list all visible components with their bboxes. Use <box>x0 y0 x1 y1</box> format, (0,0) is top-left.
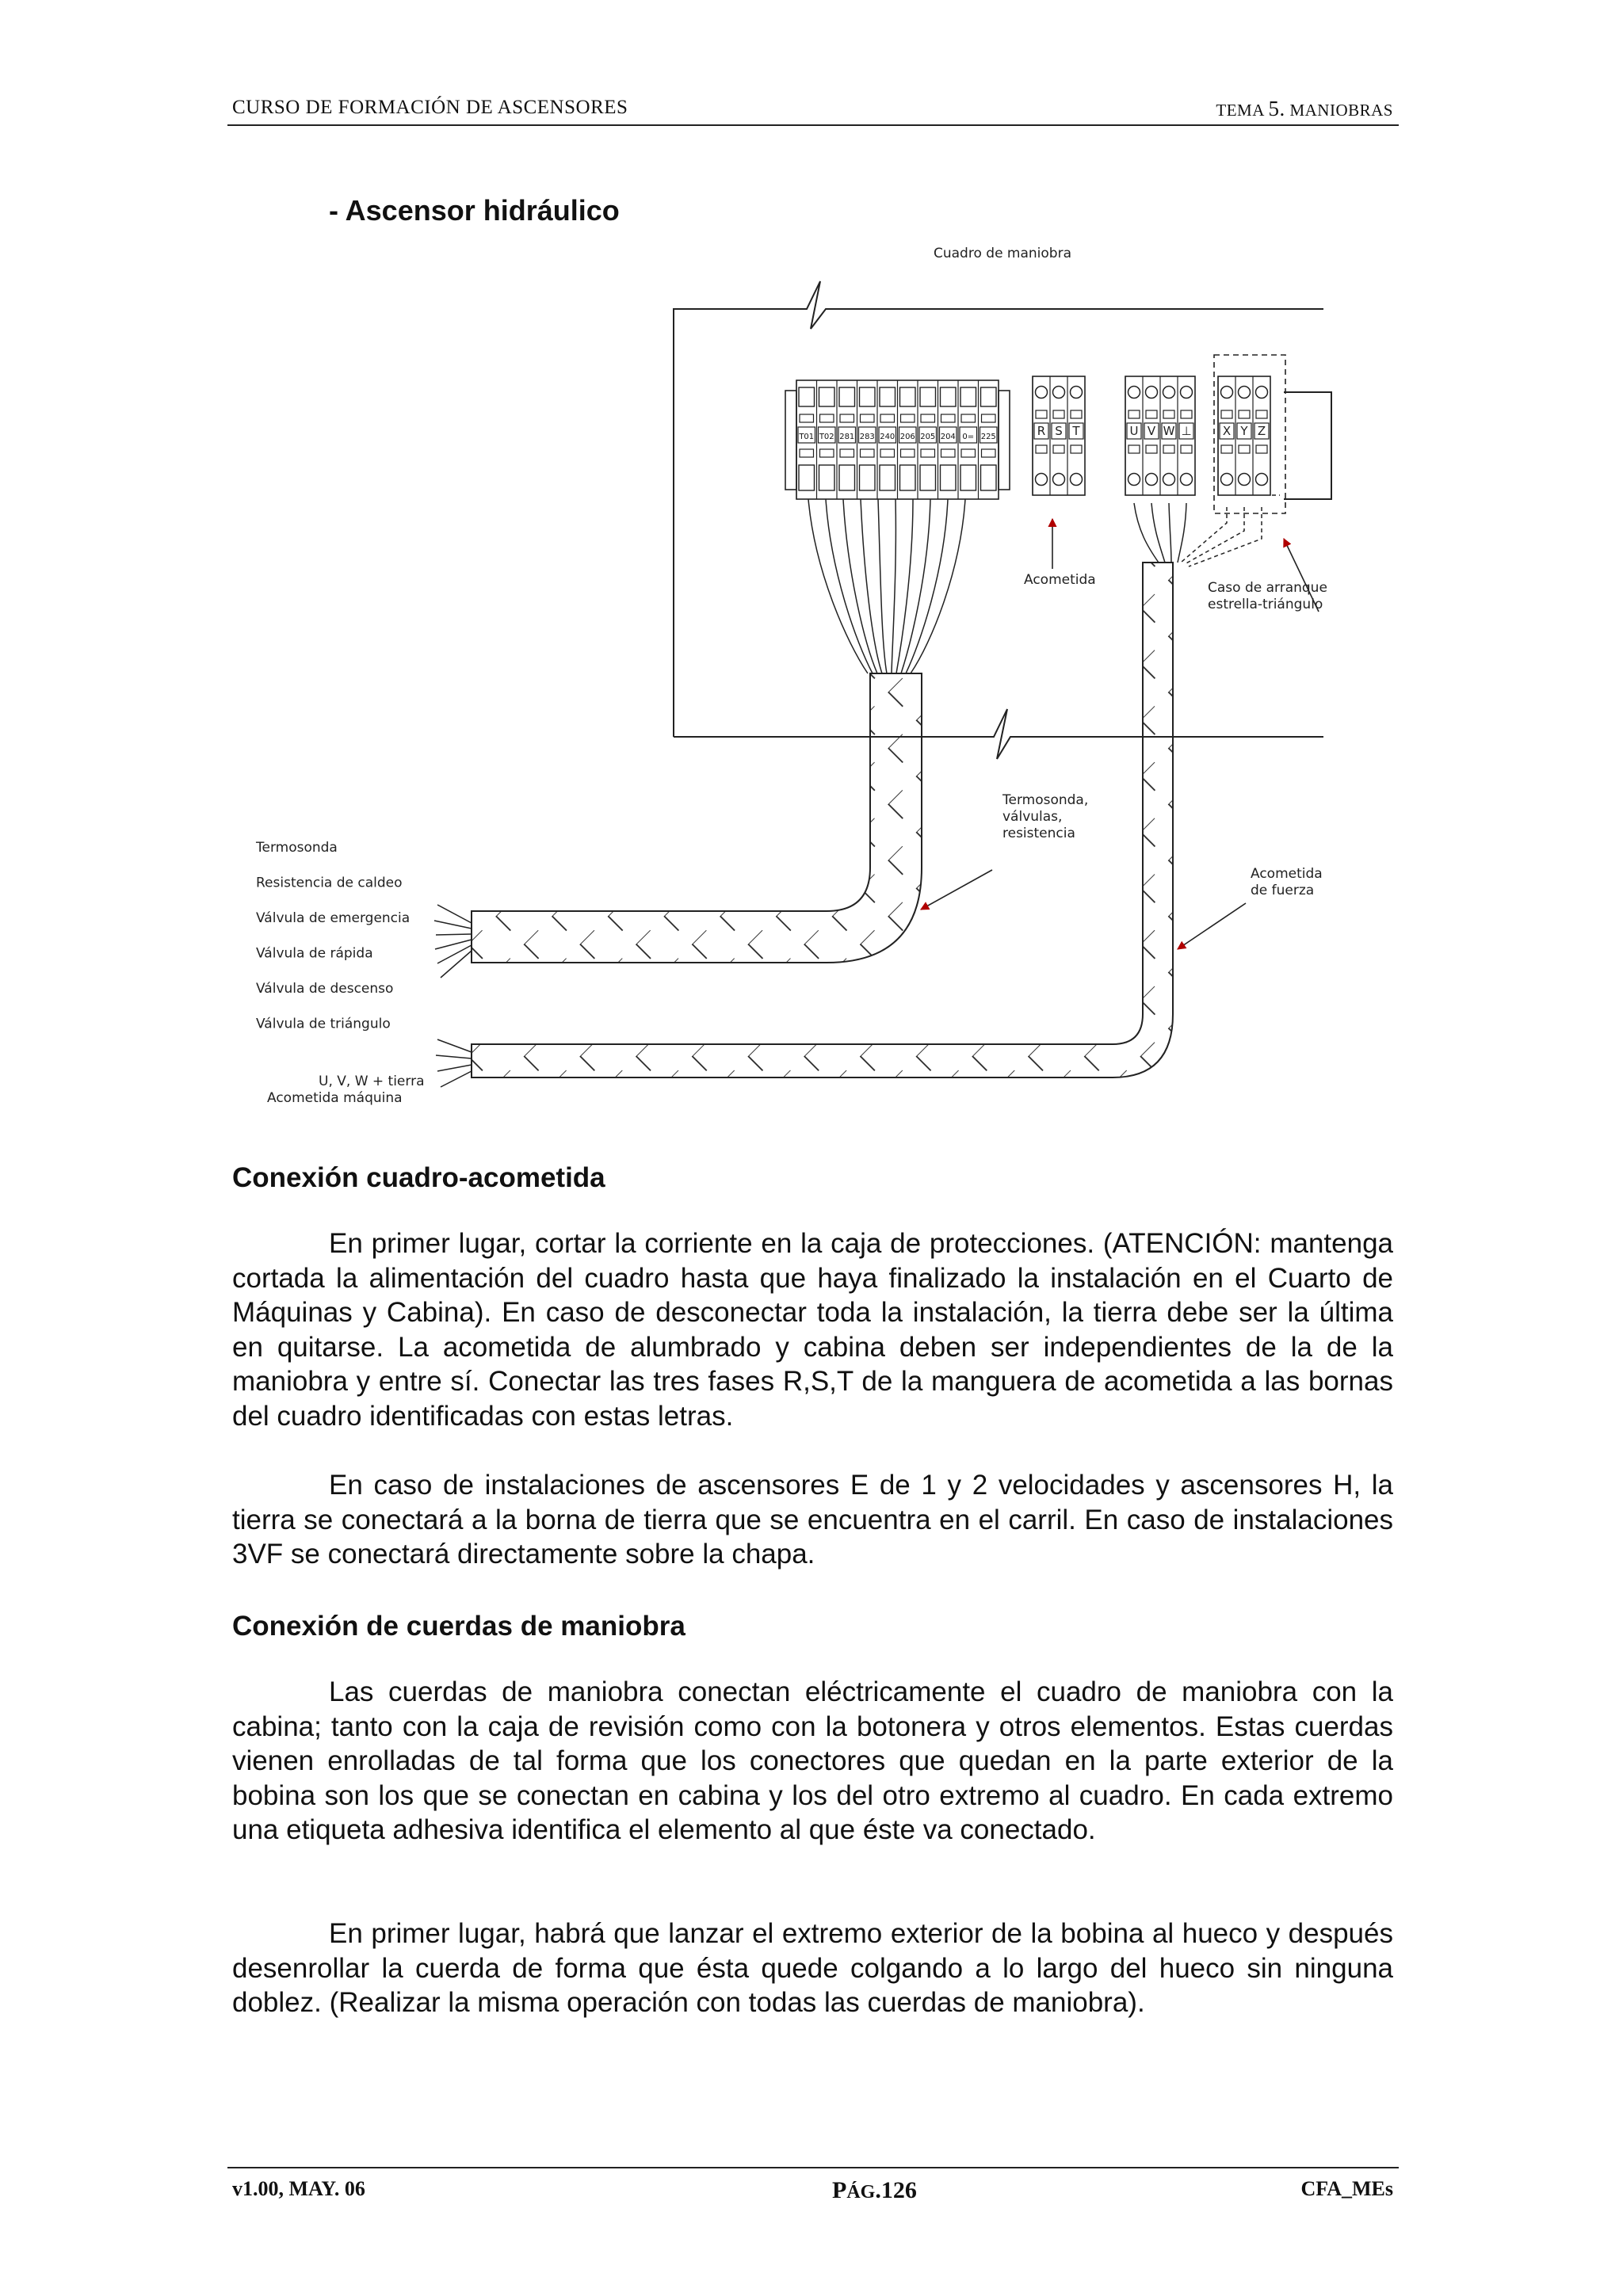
control-panel-outline <box>674 281 1331 759</box>
footer-page-sc: ÁG <box>846 2182 876 2203</box>
terminal-slot <box>941 414 956 422</box>
terminal-slot <box>1256 445 1267 453</box>
terminal-slot <box>1071 445 1082 453</box>
terminal-slot <box>1163 410 1174 418</box>
terminal-label: 240 <box>880 433 896 441</box>
terminal-clamp-bottom <box>920 465 936 490</box>
label-acometida-fuerza-2: de fuerza <box>1251 883 1315 898</box>
header-chapter <box>1216 97 1393 121</box>
terminal-slot <box>840 449 854 457</box>
terminal-screw-bottom <box>1221 474 1233 486</box>
terminal-slot <box>1146 410 1157 418</box>
terminal-label: T01 <box>799 433 815 441</box>
terminal-label: 0= <box>962 433 975 441</box>
terminal-slot <box>901 414 915 422</box>
paragraph-2: En caso de instalaciones de ascensores E de 1 y 2 velocidades y ascensores H, la tierra se conectará a la borna de tierra que se encuentra en el carril. En caso de instalaciones 3VF se conectará directamente sobre la chapa. <box>232 1470 1393 1569</box>
terminal-screw-bottom <box>1053 474 1065 486</box>
label-caso-arranque-1: Caso de arranque <box>1208 580 1327 596</box>
terminal-screw-top <box>1146 387 1158 399</box>
left-list-label: Resistencia de caldeo <box>256 875 403 891</box>
heading-conexion-cuerdas: Conexión de cuerdas de maniobra <box>232 1611 685 1642</box>
terminal-label: S <box>1055 424 1063 438</box>
terminal-label: T <box>1072 424 1080 438</box>
terminal-clamp-top <box>880 387 896 406</box>
terminal-label: T02 <box>819 433 834 441</box>
terminal-slot <box>1221 410 1232 418</box>
left-list-label: Válvula de rápida <box>256 945 373 962</box>
terminal-label: 204 <box>940 433 956 441</box>
label-cuadro: Cuadro de maniobra <box>934 246 1072 261</box>
terminal-slot <box>1256 410 1267 418</box>
terminal-screw-bottom <box>1256 474 1268 486</box>
terminal-clamp-top <box>819 387 835 406</box>
terminal-clamp-top <box>981 387 997 406</box>
terminal-screw-top <box>1036 387 1048 399</box>
left-list-label: Válvula de triángulo <box>256 1016 391 1032</box>
terminal-clamp-bottom <box>981 465 997 490</box>
terminal-clamp-top <box>920 387 936 406</box>
terminal-slot <box>800 449 814 457</box>
header-chapter-prefix: TEMA <box>1216 101 1269 120</box>
footer-code: CFA_MEs <box>1300 2177 1393 2200</box>
terminal-slot <box>1053 410 1064 418</box>
terminal-slot <box>861 449 875 457</box>
terminal-label: Y <box>1240 424 1248 438</box>
terminal-slot <box>901 449 915 457</box>
paragraph-3: Las cuerdas de maniobra conectan eléctricamente el cuadro de maniobra con la cabina; tanto con la caja de revisión como con la botonera y otros elementos. Estas cuerdas vienen enrolladas de tal forma que los conectores que quedan en la parte exterior de la bobina son los que se conectan en cabina y los del otro extremo al cuadro. En cada extremo una etiqueta adhesiva identifica el elemento al que éste va conectado. <box>232 1676 1393 1845</box>
label-termosonda-2: válvulas, <box>1002 809 1063 825</box>
terminal-screw-bottom <box>1146 474 1158 486</box>
label-caso-arranque-2: estrella-triángulo <box>1208 597 1323 612</box>
terminal-label: 206 <box>899 433 915 441</box>
cable-control-signals <box>472 673 922 963</box>
label-acometida-maquina: Acometida máquina <box>267 1090 403 1106</box>
terminal-slot <box>1181 445 1192 453</box>
terminal-label: Z <box>1257 424 1266 438</box>
terminal-slot <box>1128 410 1140 418</box>
terminal-clamp-bottom <box>960 465 976 490</box>
main-fanout-wires <box>808 499 965 673</box>
terminal-block-main <box>785 380 1010 499</box>
terminal-clamp-bottom <box>880 465 896 490</box>
terminal-slot <box>1146 445 1157 453</box>
footer-rule <box>227 2167 1399 2168</box>
terminal-clamp-top <box>860 387 876 406</box>
left-list-label: Válvula de emergencia <box>256 910 411 926</box>
terminal-screw-top <box>1181 387 1193 399</box>
uvw-fanout-wires <box>1134 503 1186 563</box>
terminal-clamp-bottom <box>839 465 855 490</box>
terminal-clamp-bottom <box>900 465 916 490</box>
heading-conexion-cuadro-acometida: Conexión cuadro-acometida <box>232 1162 605 1193</box>
terminal-screw-top <box>1256 387 1268 399</box>
left-list-label: Válvula de descenso <box>256 981 394 997</box>
terminal-slot <box>1036 410 1047 418</box>
terminal-slot <box>982 449 996 457</box>
terminal-clamp-bottom <box>860 465 876 490</box>
terminal-slot <box>880 449 895 457</box>
footer-page-value: .126 <box>875 2177 917 2203</box>
terminal-slot <box>1128 445 1140 453</box>
terminal-slot <box>1239 445 1250 453</box>
left-fan-wires-2 <box>436 1039 472 1087</box>
terminal-screw-bottom <box>1181 474 1193 486</box>
terminal-block-end-left <box>785 391 796 490</box>
left-list-labels <box>255 840 410 1032</box>
terminal-label: 281 <box>839 433 855 441</box>
terminal-slot <box>820 414 834 422</box>
section-title: - Ascensor hidráulico <box>329 194 620 227</box>
terminal-slot <box>921 449 935 457</box>
terminal-clamp-top <box>960 387 976 406</box>
terminal-slot <box>941 449 956 457</box>
left-list-label: Termosonda <box>256 840 338 856</box>
terminal-slot <box>961 414 976 422</box>
terminal-slot <box>880 414 895 422</box>
terminal-label: V <box>1147 424 1156 438</box>
terminal-slot <box>1036 445 1047 453</box>
terminal-label: 205 <box>920 433 936 441</box>
terminal-clamp-bottom <box>941 465 957 490</box>
terminal-screw-top <box>1128 387 1140 399</box>
label-acometida: Acometida <box>1024 572 1096 588</box>
wiring-diagram <box>230 230 1355 1129</box>
left-fan-wires-1 <box>434 905 472 978</box>
terminal-label: 283 <box>859 433 875 441</box>
terminal-clamp-bottom <box>799 465 815 490</box>
terminal-label: W <box>1163 424 1175 438</box>
terminal-clamp-bottom <box>819 465 835 490</box>
header-course-title: CURSO DE FORMACIÓN DE ASCENSORES <box>232 97 628 118</box>
label-termosonda-1: Termosonda, <box>1002 792 1089 808</box>
terminal-label: 225 <box>980 433 996 441</box>
footer-version: v1.00, MAY. 06 <box>232 2177 365 2200</box>
arrow-acometida-fuerza <box>1178 903 1246 949</box>
terminal-screw-bottom <box>1163 474 1175 486</box>
header-rule <box>227 124 1399 126</box>
label-uvw-tierra: U, V, W + tierra <box>319 1074 425 1089</box>
terminal-screw-bottom <box>1239 474 1251 486</box>
terminal-clamp-top <box>900 387 916 406</box>
terminal-screw-top <box>1053 387 1065 399</box>
footer-page-number <box>832 2177 917 2204</box>
terminal-slot <box>921 414 935 422</box>
terminal-clamp-top <box>839 387 855 406</box>
terminal-slot <box>1239 410 1250 418</box>
terminal-screw-top <box>1221 387 1233 399</box>
terminal-block-rst <box>1033 376 1085 495</box>
terminal-label: X <box>1222 424 1232 438</box>
terminal-slot <box>820 449 834 457</box>
terminal-screw-top <box>1071 387 1083 399</box>
cable-power <box>472 563 1173 1077</box>
terminal-block-end-right <box>999 391 1010 490</box>
terminal-slot <box>800 414 814 422</box>
paragraph-4: En primer lugar, habrá que lanzar el extremo exterior de la bobina al hueco y después desenrollar la cuerda de forma que ésta quede colgando a lo largo del hueco sin ninguna doblez. (Realizar la misma operación con todas las cuerdas de maniobra). <box>232 1918 1393 2018</box>
terminal-slot <box>1163 445 1174 453</box>
terminal-screw-top <box>1239 387 1251 399</box>
terminal-clamp-top <box>941 387 957 406</box>
terminal-label: U <box>1129 424 1139 438</box>
label-termosonda-3: resistencia <box>1002 826 1075 841</box>
terminal-block-uvw <box>1125 376 1195 495</box>
terminal-slot <box>861 414 875 422</box>
terminal-slot <box>1053 445 1064 453</box>
terminal-label: R <box>1037 424 1046 438</box>
label-acometida-fuerza-1: Acometida <box>1251 866 1323 882</box>
wiring-diagram-svg <box>230 230 1355 1129</box>
terminal-screw-bottom <box>1071 474 1083 486</box>
terminal-slot <box>1181 410 1192 418</box>
footer-page-prefix: P <box>832 2177 847 2203</box>
terminal-slot <box>961 449 976 457</box>
xyz-dashed-wires <box>1181 495 1280 566</box>
terminal-clamp-top <box>799 387 815 406</box>
terminal-slot <box>840 414 854 422</box>
terminal-block-xyz <box>1218 376 1270 495</box>
header-chapter-suffix: MANIOBRAS <box>1285 101 1393 120</box>
arrow-termosonda <box>921 870 992 910</box>
terminal-screw-bottom <box>1128 474 1140 486</box>
terminal-screw-top <box>1163 387 1175 399</box>
terminal-slot <box>982 414 996 422</box>
terminal-slot <box>1071 410 1082 418</box>
header-chapter-number: 5. <box>1268 97 1285 120</box>
terminal-slot <box>1221 445 1232 453</box>
paragraph-1: En primer lugar, cortar la corriente en la caja de protecciones. (ATENCIÓN: mantenga cortada la alimentación del cuadro hasta que haya finalizado la instalación en el Cuarto de Máquinas y Cabina). En caso de desconectar toda la instalación, la tierra debe ser la última en quitarse. La acometida de alumbrado y cabina deben ser independientes de la de la maniobra y entre sí. Conectar las tres fases R,S,T de la manguera de acometida a las bornas del cuadro identificadas con estas letras. <box>232 1228 1393 1432</box>
terminal-screw-bottom <box>1036 474 1048 486</box>
terminal-label: ⊥ <box>1181 424 1192 438</box>
